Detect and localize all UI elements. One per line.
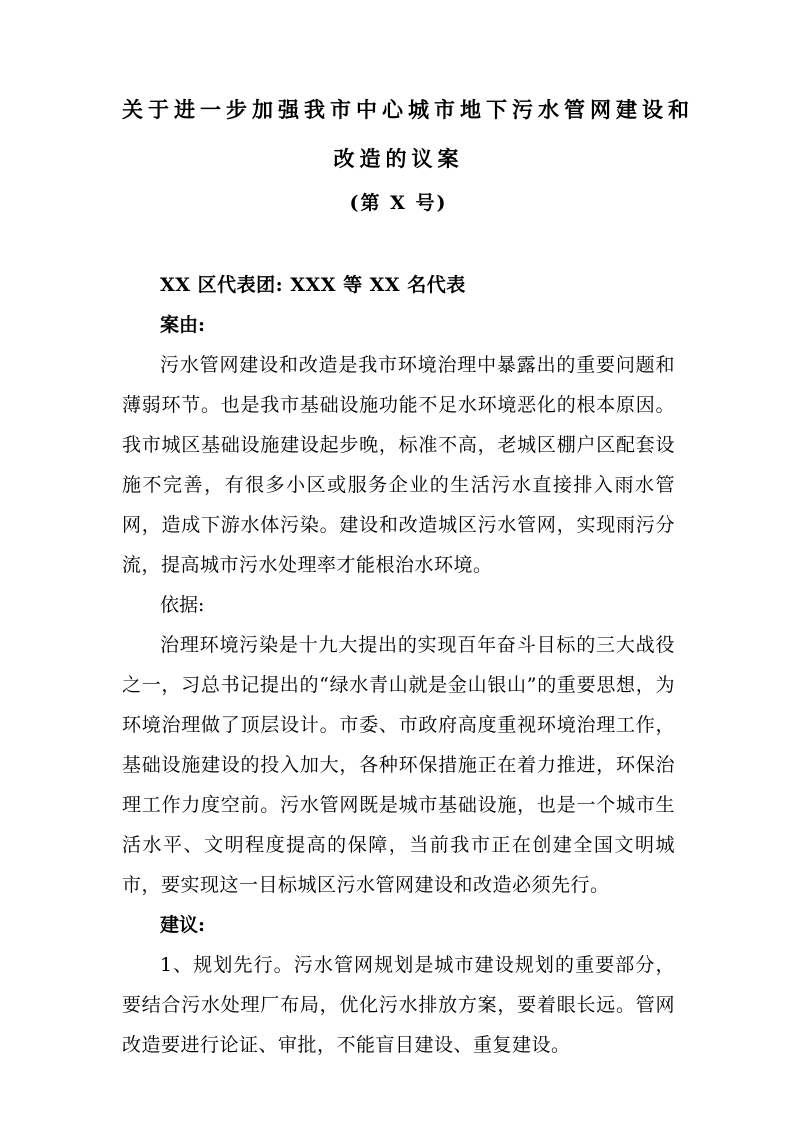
title-line-2: 改造的议案 bbox=[333, 146, 464, 171]
title-line-1: 关于进一步加强我市中心城市地下污水管网建设和 bbox=[122, 97, 694, 122]
document-body bbox=[122, 265, 675, 1065]
section-paragraph-basis: 治理环境污染是十九大提出的实现百年奋斗目标的三大战役之一，习总书记提出的“绿水青山就是金山银山”的重要思想，为环境治理做了顶层设计。市委、市政府高度重视环境治理工作，基础设施建设的投入加大，各种环保措施正在着力推进，环保治理工作力度空前。污水管网既是城市基础设施，也是一个城市生活水平、文明程度提高的保障，当前我市正在创建全国文明城市，要实现这一目标城区污水管网建设和改造必须先行。 bbox=[122, 634, 675, 896]
delegation-line: XX 区代表团: XXX 等 XX 名代表 bbox=[160, 274, 466, 296]
section-heading-basis: 依据: bbox=[160, 594, 205, 616]
document-title bbox=[122, 85, 694, 223]
section-heading-case-reason: 案由: bbox=[160, 314, 206, 336]
section-heading-suggestion: 建议: bbox=[160, 914, 206, 936]
section-paragraph-suggestion: 1、规划先行。污水管网规划是城市建设规划的重要部分，要结合污水处理厂布局，优化污水排放方案，要着眼长远。管网改造要进行论证、审批，不能盲目建设、重复建设。 bbox=[122, 954, 675, 1056]
section-paragraph-case-reason: 污水管网建设和改造是我市环境治理中暴露出的重要问题和薄弱环节。也是我市基础设施功能不足水环境恶化的根本原因。我市城区基础设施建设起步晚，标准不高，老城区棚户区配套设施不完善，有很多小区或服务企业的生活污水直接排入雨水管网，造成下游水体污染。建设和改造城区污水管网，实现雨污分流，提高城市污水处理率才能根治水环境。 bbox=[122, 354, 675, 576]
document-number: (第 X 号) bbox=[349, 192, 448, 214]
